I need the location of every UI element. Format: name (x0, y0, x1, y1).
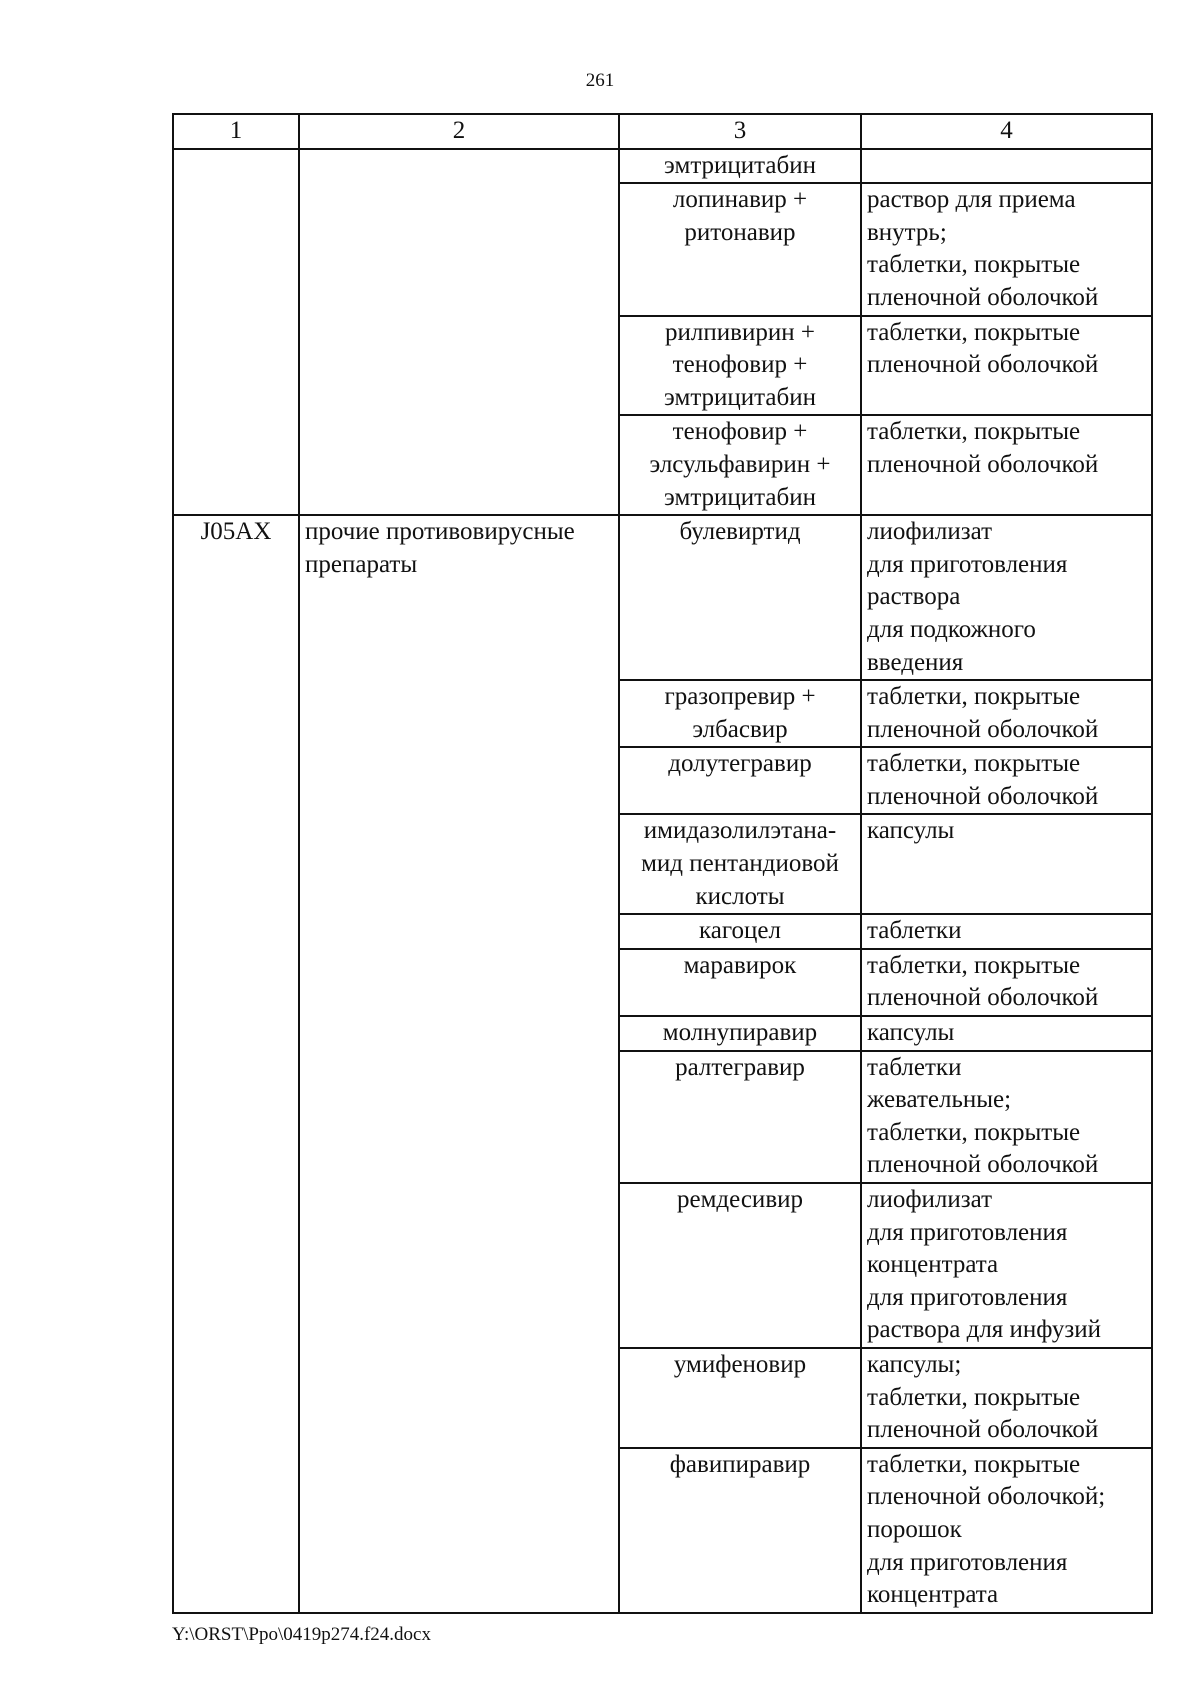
drug-name: долутегравир (619, 747, 861, 814)
drug-name: маравирок (619, 949, 861, 1016)
drug-name: лопинавир + ритонавир (619, 183, 861, 315)
dosage-form: таблетки (861, 914, 1152, 949)
dosage-form (861, 149, 1152, 184)
dosage-form: таблетки, покрытые пленочной оболочкой; порошок для приготовления концентрата (861, 1448, 1152, 1613)
prev-group-title-cell (299, 149, 619, 516)
header-col-3: 3 (619, 114, 861, 149)
prev-group-code-cell (173, 149, 299, 516)
table-row (173, 515, 1152, 680)
drug-name: эмтрицитабин (619, 149, 861, 184)
dosage-form: таблетки, покрытые пленочной оболочкой (861, 680, 1152, 747)
dosage-form: лиофилизат для приготовления раствора для подкожного введения (861, 515, 1152, 680)
drug-name: тенофовир + элсульфавирин + эмтрицитабин (619, 415, 861, 515)
drug-name: рилпивирин + тенофовир + эмтрицитабин (619, 316, 861, 416)
footer-file-path: Y:\ORST\Ppo\0419p274.f24.docx (172, 1624, 431, 1645)
drug-name: фавипиравир (619, 1448, 861, 1613)
drug-name: гразопревир + элбасвир (619, 680, 861, 747)
dosage-form: таблетки, покрытые пленочной оболочкой (861, 949, 1152, 1016)
dosage-form: таблетки, покрытые пленочной оболочкой (861, 415, 1152, 515)
drug-table (172, 113, 1153, 1614)
drug-name: кагоцел (619, 914, 861, 949)
dosage-form: таблетки, покрытые пленочной оболочкой (861, 316, 1152, 416)
drug-name: умифеновир (619, 1348, 861, 1448)
page-number: 261 (585, 70, 615, 91)
header-col-2: 2 (299, 114, 619, 149)
drug-name: ралтегравир (619, 1051, 861, 1183)
table-row (173, 149, 1152, 184)
drug-name: ремдесивир (619, 1183, 861, 1348)
header-row (173, 114, 1152, 149)
dosage-form: капсулы (861, 814, 1152, 914)
header-col-1: 1 (173, 114, 299, 149)
dosage-form: таблетки, покрытые пленочной оболочкой (861, 747, 1152, 814)
dosage-form: лиофилизат для приготовления концентрата для приготовления раствора для инфузий (861, 1183, 1152, 1348)
dosage-form: капсулы; таблетки, покрытые пленочной оболочкой (861, 1348, 1152, 1448)
dosage-form: таблетки жевательные; таблетки, покрытые пленочной оболочкой (861, 1051, 1152, 1183)
group-title: прочие противовирусные препараты (299, 515, 619, 1613)
atc-code: J05AX (173, 515, 299, 1613)
dosage-form: капсулы (861, 1016, 1152, 1051)
drug-name: булевиртид (619, 515, 861, 680)
drug-name: молнупиравир (619, 1016, 861, 1051)
dosage-form: раствор для приема внутрь; таблетки, покрытые пленочной оболочкой (861, 183, 1152, 315)
header-col-4: 4 (861, 114, 1152, 149)
drug-name: имидазолилэтана- мид пентандиовой кислоты (619, 814, 861, 914)
